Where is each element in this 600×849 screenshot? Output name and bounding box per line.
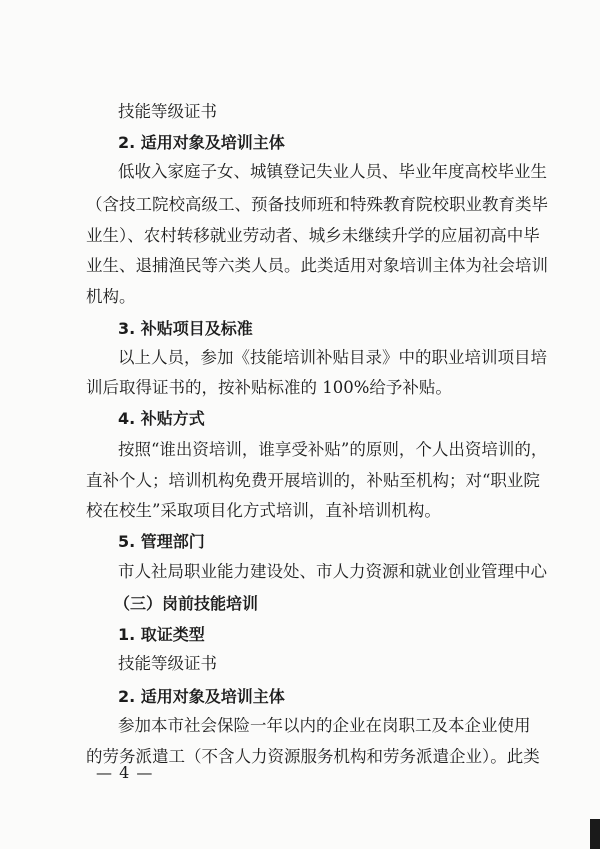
section-heading: （三）岗前技能培训 [114, 594, 259, 613]
text-line: 训后取得证书的，按补贴标准的 100%给予补贴。 [86, 378, 452, 397]
text-line: 业生）、农村转移就业劳动者、城乡未继续升学的应届初高中毕 [86, 226, 540, 245]
section-heading: 2. 适用对象及培训主体 [118, 687, 285, 706]
section-heading: 4. 补贴方式 [118, 409, 205, 428]
page-number: — 4 — [96, 763, 154, 782]
text-line: 技能等级证书 [118, 654, 217, 673]
text-line: 参加本市社会保险一年以内的企业在岗职工及本企业使用 [118, 716, 531, 735]
text-line: 的劳务派遣工（不含人力资源服务机构和劳务派遣企业）。此类 [86, 747, 540, 766]
text-line: 低收入家庭子女、城镇登记失业人员、毕业年度高校毕业生 [118, 162, 547, 181]
section-heading: 2. 适用对象及培训主体 [118, 133, 285, 152]
scan-edge-mark [590, 819, 600, 849]
text-line: 市人社局职业能力建设处、市人力资源和就业创业管理中心 [118, 562, 547, 581]
text-line: 业生、退捕渔民等六类人员。此类适用对象培训主体为社会培训 [86, 256, 548, 275]
text-line: （含技工院校高级工、预备技师班和特殊教育院校职业教育类毕 [86, 195, 548, 214]
section-heading: 3. 补贴项目及标准 [118, 319, 253, 338]
text-line: 机构。 [86, 287, 136, 306]
text-line: 校在校生”采取项目化方式培训，直补培训机构。 [86, 501, 441, 520]
section-heading: 1. 取证类型 [118, 625, 205, 644]
section-heading: 5. 管理部门 [118, 532, 205, 551]
text-line: 技能等级证书 [118, 102, 217, 121]
text-line: 按照“谁出资培训，谁享受补贴”的原则，个人出资培训的， [118, 440, 548, 459]
text-line: 直补个人；培训机构免费开展培训的，补贴至机构；对“职业院 [86, 471, 540, 490]
text-line: 以上人员，参加《技能培训补贴目录》中的职业培训项目培 [118, 348, 547, 367]
